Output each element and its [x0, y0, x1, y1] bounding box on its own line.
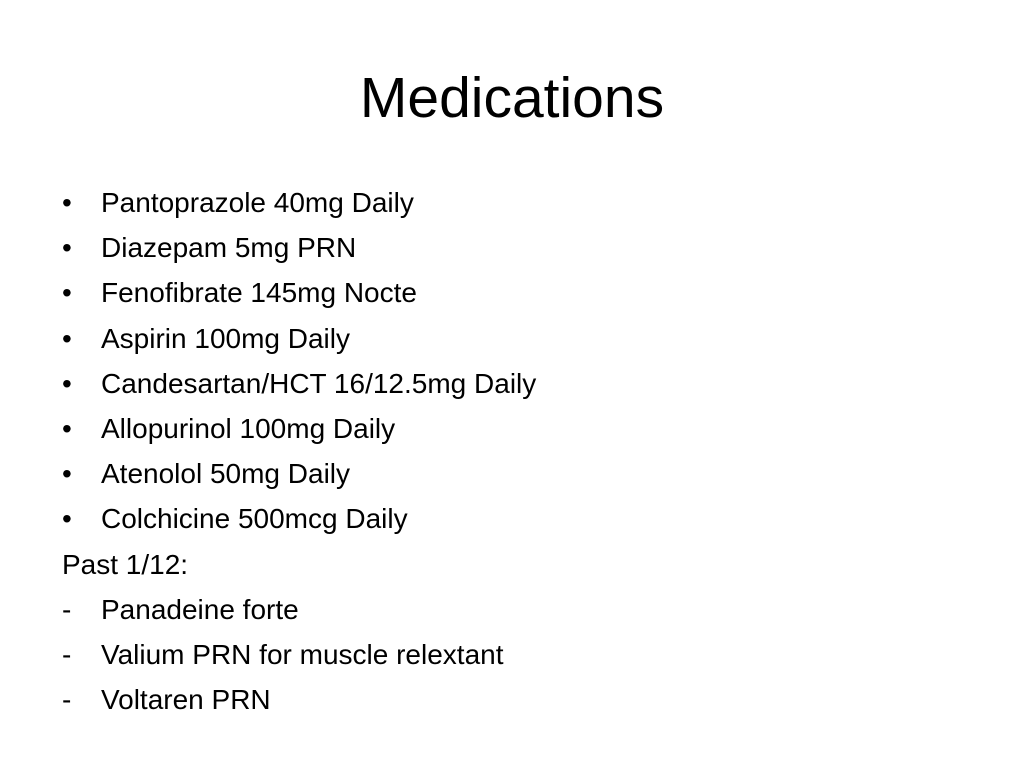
past-meds-heading: Past 1/12: — [62, 548, 189, 580]
bullet-marker: • — [62, 503, 72, 535]
list-item-current-med — [62, 361, 962, 406]
medication-text: Fenofibrate 145mg Nocte — [101, 277, 417, 309]
list-item-current-med — [62, 270, 962, 315]
list-item-current-med — [62, 180, 962, 225]
list-item-current-med — [62, 406, 962, 451]
list-item-current-med — [62, 316, 962, 361]
bullet-marker: • — [62, 232, 72, 264]
medication-text: Allopurinol 100mg Daily — [101, 412, 396, 444]
medication-text: Aspirin 100mg Daily — [101, 322, 350, 354]
medication-text: Pantoprazole 40mg Daily — [101, 187, 414, 218]
list-item-current-med — [62, 451, 962, 496]
list-item-current-med — [62, 225, 962, 270]
bullet-marker: • — [62, 322, 72, 354]
dash-marker: - — [62, 638, 72, 670]
list-item-past-med — [62, 587, 962, 632]
medication-text: Colchicine 500mcg Daily — [101, 503, 408, 535]
bullet-marker: • — [62, 458, 72, 490]
medication-text: Valium PRN for muscle relextant — [101, 638, 504, 670]
medication-text: Atenolol 50mg Daily — [101, 458, 351, 490]
list-item-past-med — [62, 632, 962, 677]
slide-title: Medications — [359, 66, 665, 130]
medication-text: Voltaren PRN — [101, 684, 271, 716]
medication-text: Panadeine forte — [101, 593, 299, 625]
medication-text: Candesartan/HCT 16/12.5mg Daily — [101, 367, 537, 399]
dash-marker: - — [62, 684, 72, 716]
list-item-current-med — [62, 496, 962, 541]
list-item-past-med — [62, 677, 962, 722]
bullet-marker: • — [62, 277, 72, 309]
dash-marker: - — [62, 593, 72, 625]
bullet-marker: • — [62, 412, 72, 444]
bullet-marker: • — [62, 187, 72, 218]
medication-text: Diazepam 5mg PRN — [101, 232, 357, 264]
slide-body — [62, 180, 962, 722]
bullet-marker: • — [62, 367, 72, 399]
